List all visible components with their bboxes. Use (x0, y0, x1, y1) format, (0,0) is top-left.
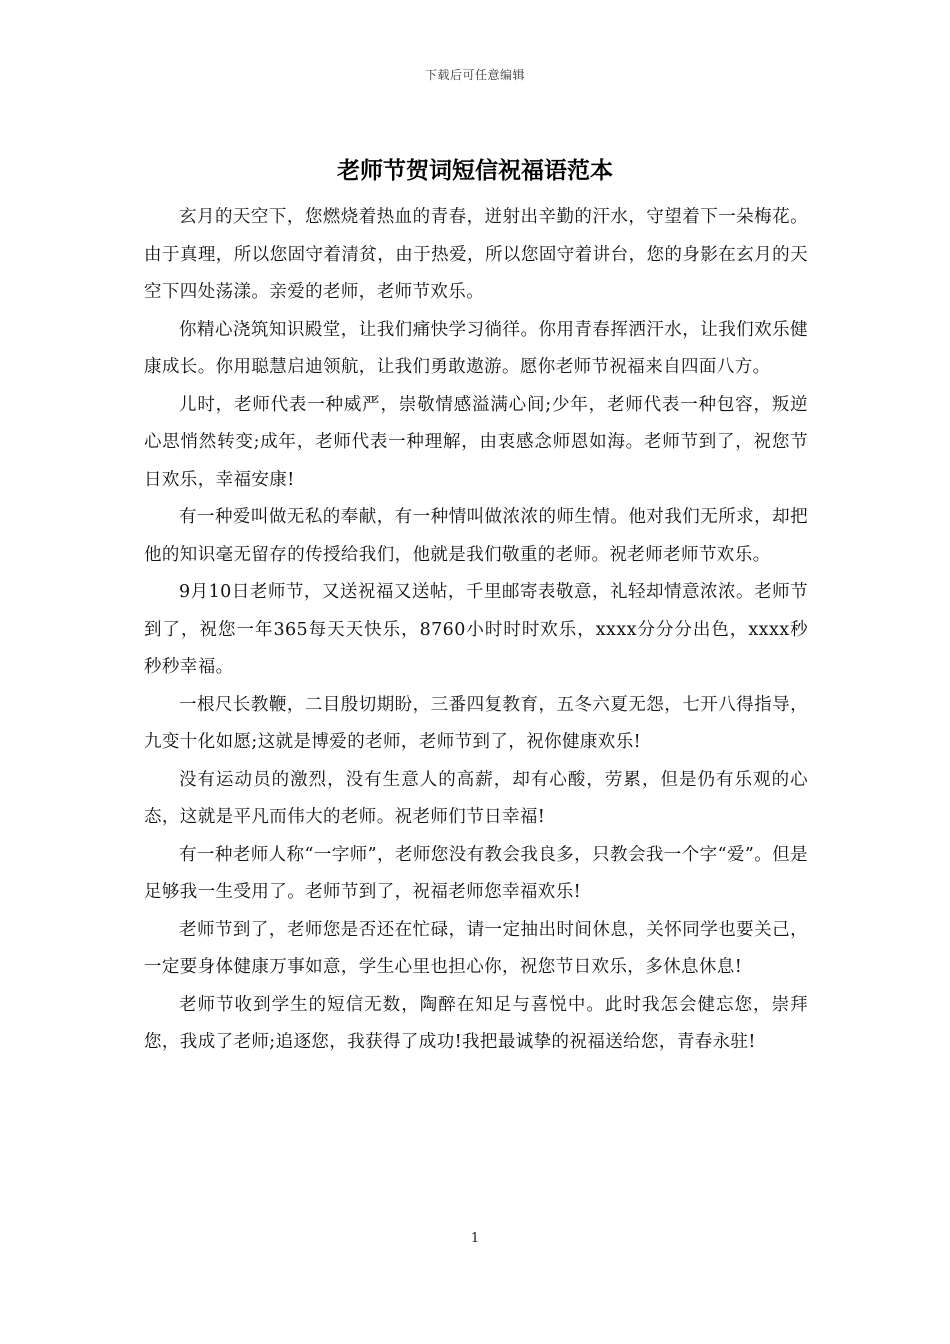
paragraph-1: 玄月的天空下，您燃烧着热血的青春，迸射出辛勤的汗水，守望着下一朵梅花。由于真理，所以您固守着清贫，由于热爱，所以您固守着讲台，您的身影在玄月的天空下四处荡漾。亲爱的老师，老师节欢乐。 (144, 207, 808, 302)
paragraph-9: 老师节到了，老师您是否还在忙碌，请一定抽出时间休息，关怀同学也要关己，一定要身体健康万事如意，学生心里也担心你，祝您节日欢乐，多休息休息! (144, 919, 808, 977)
page-number: 1 (470, 1231, 480, 1246)
paragraph-6: 一根尺长教鞭，二目殷切期盼，三番四复教育，五冬六夏无怨，七开八得指导，九变十化如愿;这就是博爱的老师，老师节到了，祝你健康欢乐! (144, 694, 808, 752)
document-body (144, 199, 808, 1062)
paragraph-4: 有一种爱叫做无私的奉献，有一种情叫做浓浓的师生情。他对我们无所求，却把他的知识毫无留存的传授给我们，他就是我们敬重的老师。祝老师老师节欢乐。 (144, 507, 808, 565)
paragraph-2: 你精心浇筑知识殿堂，让我们痛快学习徜徉。你用青春挥洒汗水，让我们欢乐健康成长。你用聪慧启迪领航，让我们勇敢遨游。愿你老师节祝福来自四面八方。 (144, 319, 808, 377)
paragraph-10: 老师节收到学生的短信无数，陶醉在知足与喜悦中。此时我怎会健忘您，崇拜您，我成了老师;追逐您，我获得了成功!我把最诚挚的祝福送给您，青春永驻! (144, 994, 808, 1052)
page-header: 下载后可任意编辑 (424, 68, 525, 82)
paragraph-3: 儿时，老师代表一种威严，崇敬情感溢满心间;少年，老师代表一种包容，叛逆心思悄然转变;成年，老师代表一种理解，由衷感念师恩如海。老师节到了，祝您节日欢乐，幸福安康! (144, 394, 808, 490)
paragraph-7: 没有运动员的激烈，没有生意人的高薪，却有心酸，劳累，但是仍有乐观的心态，这就是平凡而伟大的老师。祝老师们节日幸福! (144, 769, 808, 827)
document-title: 老师节贺词短信祝福语范本 (337, 157, 613, 184)
paragraph-5: 9月10日老师节，又送祝福又送帖，千里邮寄表敬意，礼轻却情意浓浓。老师节到了，祝您一年365每天天快乐，8760小时时时欢乐，xxxx分分分出色，xxxx秒秒秒幸福。 (144, 582, 808, 677)
paragraph-8: 有一种老师人称“一字师”，老师您没有教会我良多，只教会我一个字“爱”。但是足够我一生受用了。老师节到了，祝福老师您幸福欢乐! (144, 844, 808, 902)
